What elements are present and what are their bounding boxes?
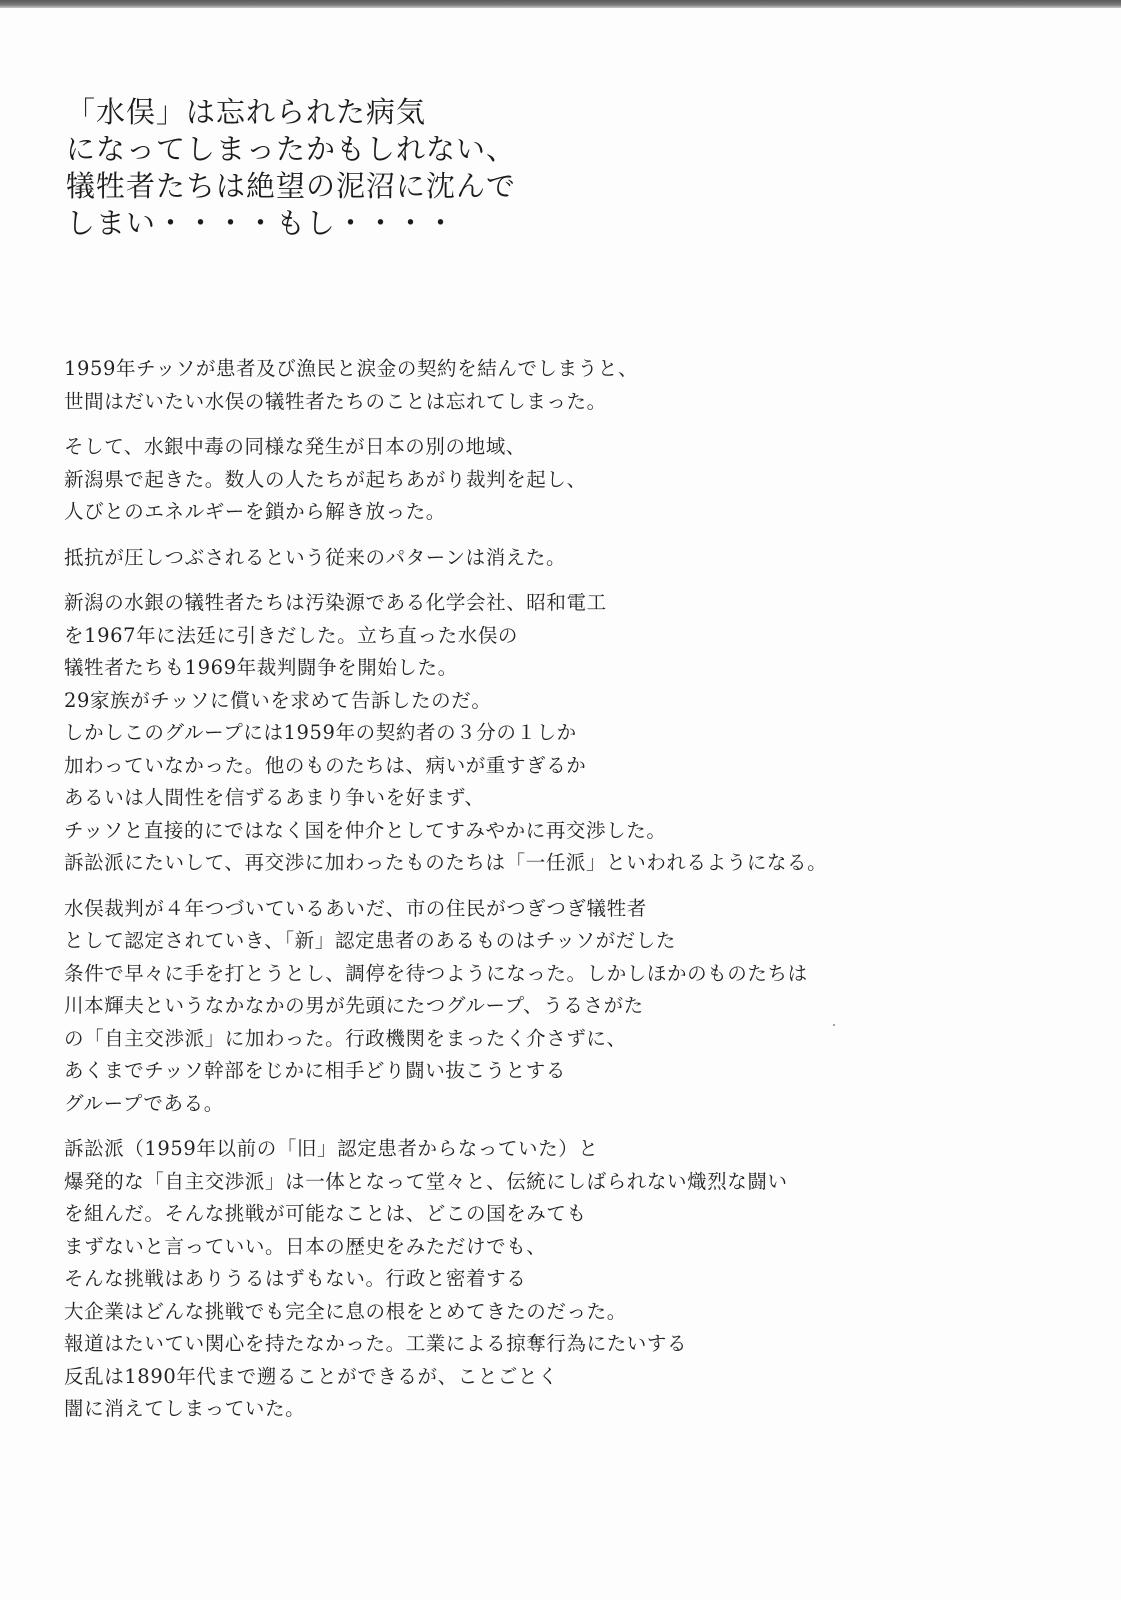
text-line: 犠牲者たちも1969年裁判闘争を開始した。 <box>64 656 458 679</box>
text-line: 抵抗が圧しつぶされるという従来のパターンは消えた。 <box>64 545 567 569</box>
text-line: 大企業はどんな挑戦でも完全に息の根をとめてきたのだった。 <box>64 1299 627 1323</box>
text-line: 世間はだいたい水俣の犠牲者たちのことは忘れてしまった。 <box>64 389 607 413</box>
text-line: として認定されていき、「新」認定患者のあるものはチッソがだした <box>64 929 676 952</box>
paragraph-6 <box>64 1133 964 1426</box>
scan-top-edge <box>0 0 1121 8</box>
text-line: 川本輝夫というなかなかの男が先頭にたつグループ、うるさがた <box>64 994 644 1017</box>
text-line: 訴訟派（1959年以前の「旧」認定患者からなっていた）と <box>64 1137 599 1160</box>
paragraph-1 <box>64 353 964 418</box>
text-line: 訴訟派にたいして、再交渉に加わったものたちは「一任派」といわれるようになる。 <box>64 851 828 874</box>
text-line: 報道はたいてい関心を持たなかった。工業による掠奪行為にたいする <box>64 1332 688 1355</box>
text-line: 水俣裁判が４年つづいているあいだ、市の住民がつぎつぎ犠牲者 <box>64 896 647 920</box>
paragraph-4 <box>64 587 964 880</box>
paragraph-5 <box>64 893 964 1121</box>
heading-line: 犠牲者たちは絶望の泥沼に沈んで <box>66 169 517 203</box>
page-heading <box>66 94 516 242</box>
text-line: 人びとのエネルギーを鎖から解き放った。 <box>64 500 446 523</box>
heading-line: しまい・・・・もし・・・・ <box>66 206 457 240</box>
text-line: グループである。 <box>64 1091 224 1115</box>
text-line: 29家族がチッソに償いを求めて告訴したのだ。 <box>64 688 492 712</box>
text-line: の「自主交渉派」に加わった。行政機関をまったく介さずに、 <box>64 1026 627 1050</box>
text-line: チッソと直接的にではなく国を仲介としてすみやかに再交渉した。 <box>64 818 667 842</box>
paragraph-3 <box>64 542 964 575</box>
text-line: あるいは人間性を信ずるあまり争いを好まず、 <box>64 786 485 809</box>
text-line: そして、水銀中毒の同様な発生が日本の別の地域、 <box>64 435 526 458</box>
text-line: しかしこのグループには1959年の契約者の３分の１しか <box>64 721 577 744</box>
text-line: 加わっていなかった。他のものたちは、病いが重すぎるか <box>64 753 587 777</box>
scan-speck <box>833 1024 835 1026</box>
text-line: 爆発的な「自主交渉派」は一体となって堂々と、伝統にしばられない熾烈な闘い <box>64 1169 788 1193</box>
heading-line: になってしまったかもしれない、 <box>66 132 517 166</box>
text-line: 闇に消えてしまっていた。 <box>64 1397 306 1420</box>
text-line: 1959年チッソが患者及び漁民と涙金の契約を結んでしまうと、 <box>64 357 639 380</box>
text-line: を1967年に法廷に引きだした。立ち直った水俣の <box>64 623 519 647</box>
text-line: 反乱は1890年代まで遡ることができるが、ことごとく <box>64 1364 559 1388</box>
text-line: まずないと言っていい。日本の歴史をみただけでも、 <box>64 1234 547 1258</box>
document-page <box>0 8 1121 1600</box>
paragraph-2 <box>64 431 964 529</box>
text-line: あくまでチッソ幹部をじかに相手どり闘い抜こうとする <box>64 1059 566 1082</box>
text-line: 新潟県で起きた。数人の人たちが起ちあがり裁判を起し、 <box>64 467 587 491</box>
text-line: 条件で早々に手を打とうとし、調停を待つようになった。しかしほかのものたちは <box>64 961 808 985</box>
heading-line: 「水俣」は忘れられた病気 <box>66 95 427 129</box>
text-line: 新潟の水銀の犠牲者たちは汚染源である化学会社、昭和電工 <box>64 591 607 614</box>
text-line: を組んだ。そんな挑戦が可能なことは、どこの国をみても <box>64 1202 587 1225</box>
text-line: そんな挑戦はありうるはずもない。行政と密着する <box>64 1267 527 1290</box>
body-text <box>64 353 964 1439</box>
